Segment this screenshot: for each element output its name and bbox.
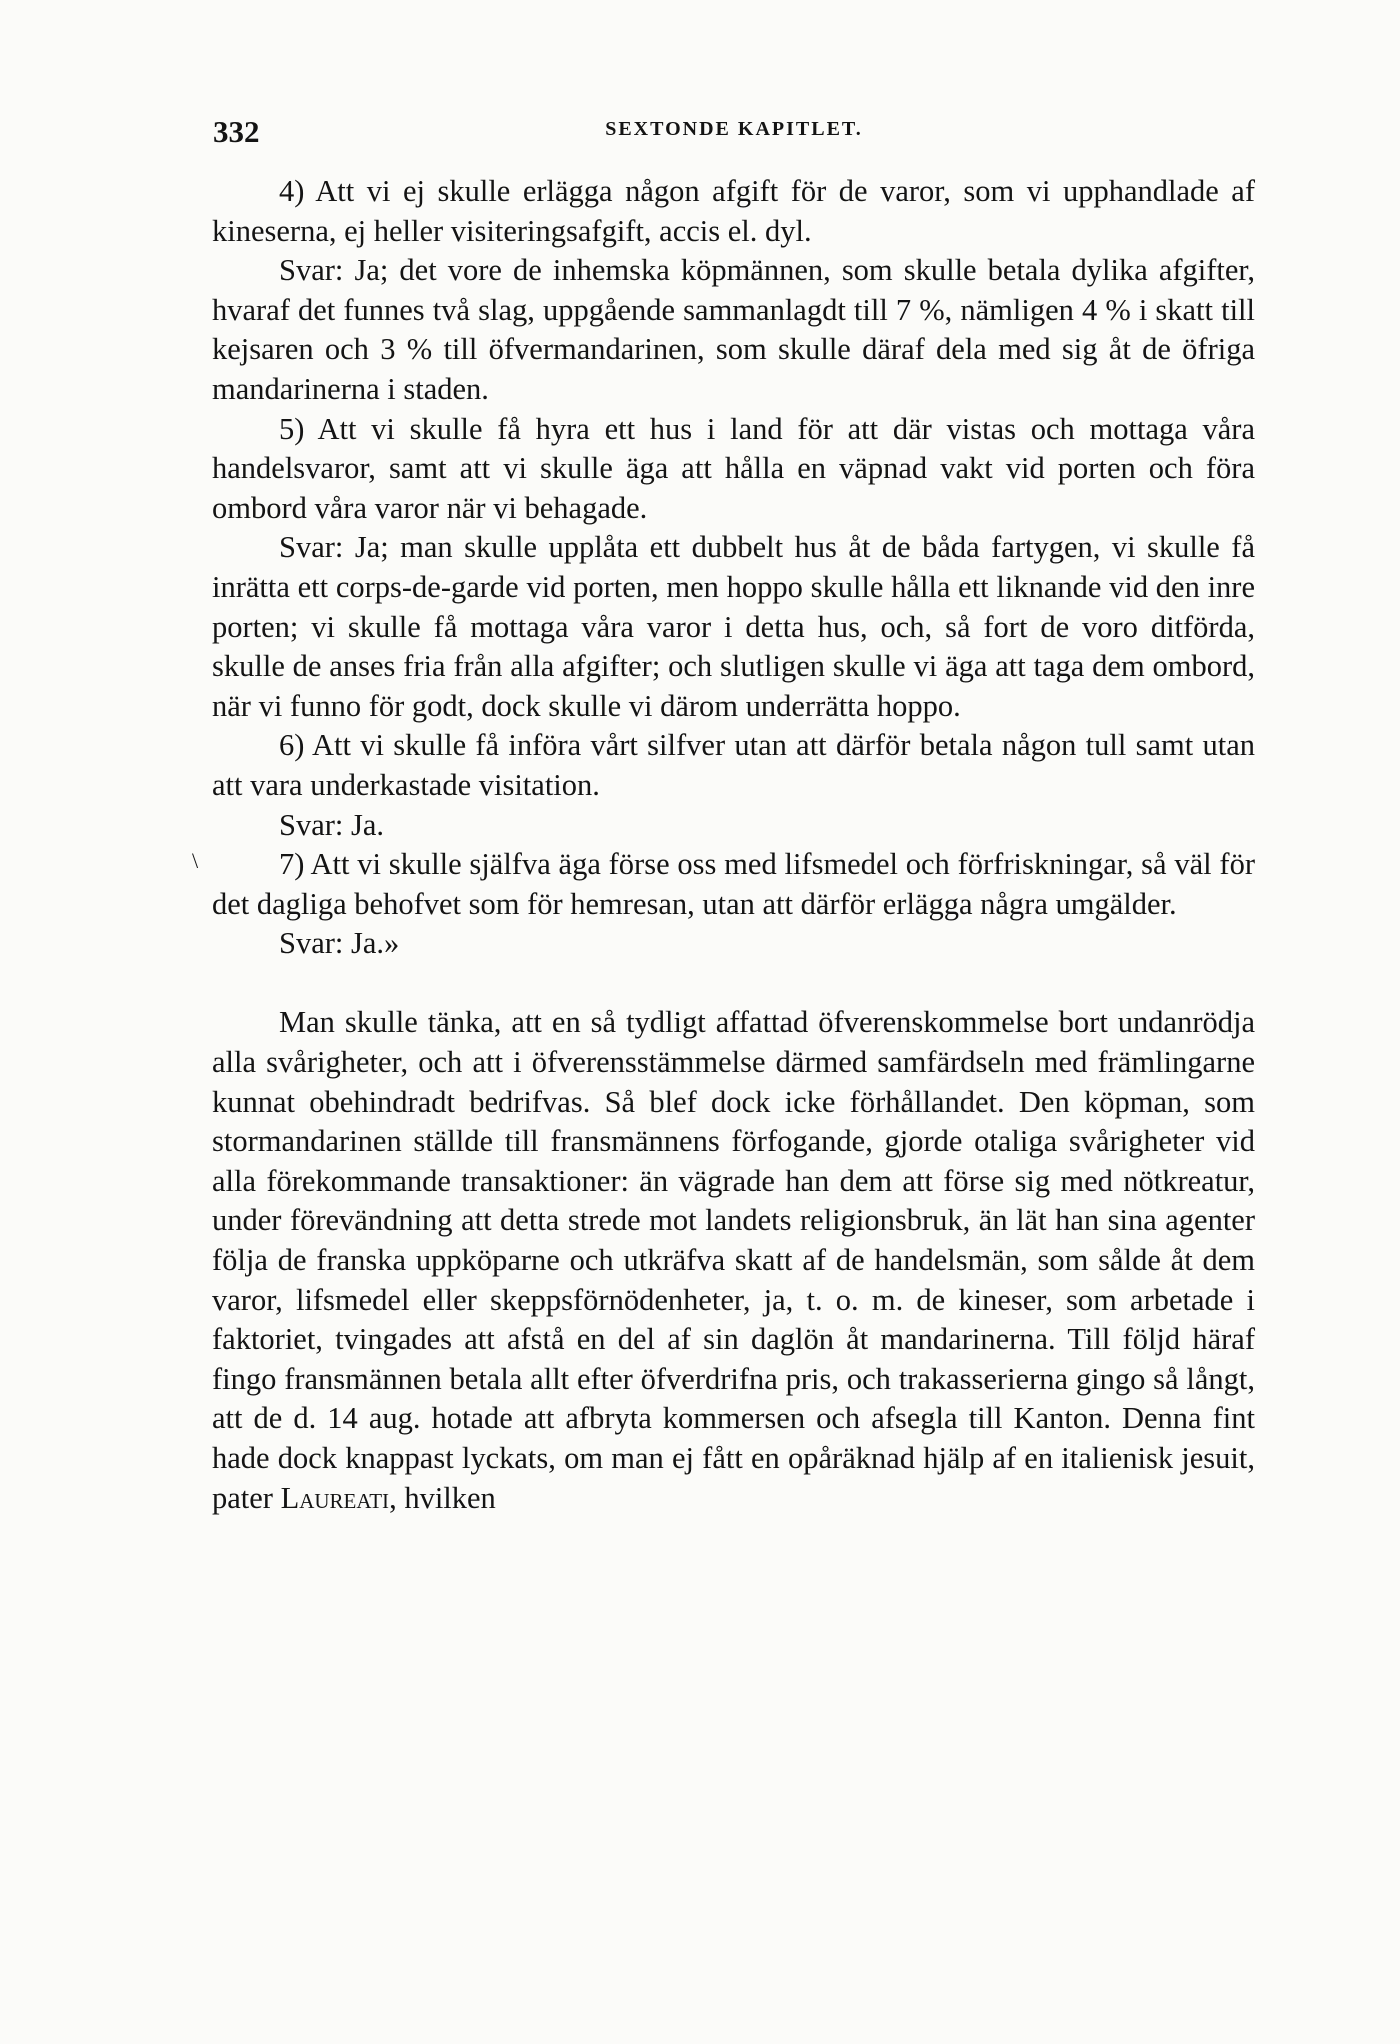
paragraph-item-7: 7) Att vi skulle själfva äga förse oss med lifsmedel och förfriskningar, så väl för det dagliga behofvet som för hemresan, utan att därför erlägga några umgälder. [212,847,1255,921]
closing-text-after: , hvilken [389,1480,496,1515]
paragraph-item-4: 4) Att vi ej skulle erlägga någon afgift för de varor, som vi upphandlade af kineserna, ej heller visiteringsafgift, accis el. dyl. [212,174,1255,248]
body-text [212,172,1255,1518]
paragraph-closing [212,1003,1255,1518]
person-name: Laureati [280,1480,390,1515]
paragraph-answer-7: Svar: Ja.» [279,926,400,961]
paragraph-item-6: 6) Att vi skulle få införa vårt silfver utan att därför betala någon tull samt utan att vara underkastade visitation. [212,728,1255,802]
page-number: 332 [213,114,260,149]
margin-mark: \ [192,848,199,873]
closing-text-before: Man skulle tänka, att en så tydligt affattad öfverenskommelse bort undanrödja alla svårigheter, och att i öfverensstämmelse därmed samfärdseln med främlingarne kunnat obehindradt bedrifvas. Så blef dock icke förhållandet. Den köpman, som stormandarinen ställde till fransmännens förfogande, gjorde otaliga svårigheter vid alla förekommande transaktioner: än vägrade han dem att förse sig med nötkreatur, under förevändning att detta strede mot landets religionsbruk, än lät han sina agenter följa de franska uppköparne och utkräfva skatt af de handelsmän, som sålde åt dem varor, lifsmedel eller skeppsförnödenheter, ja, t. o. m. de kineser, som arbetade i faktoriet, tvingades att afstå en del af sin daglön åt mandarinerna. Till följd häraf fingo fransmännen betala allt efter öfverdrifna pris, och trakasserierna gingo så långt, att de d. 14 aug. hotade att afbryta kommersen och afsegla till Kanton. Denna fint hade dock knappast lyckats, om man ej fått en opåräknad hjälp af en italienisk jesuit, pater [212,1005,1255,1515]
paragraph-answer-4: Svar: Ja; det vore de inhemska köpmännen, som skulle betala dylika afgifter, hvaraf det funnes två slag, uppgående sammanlagdt till 7 %, nämligen 4 % i skatt till kejsaren och 3 % till öfvermandarinen, som skulle däraf dela med sig åt de öfriga mandarinerna i staden. [212,253,1255,406]
chapter-title: SEXTONDE KAPITLET. [605,118,863,140]
paragraph-answer-6: Svar: Ja. [279,807,385,842]
paragraph-item-5: 5) Att vi skulle få hyra ett hus i land för att där vistas och mottaga våra handelsvaror, samt att vi skulle äga att hålla en väpnad vakt vid porten och föra ombord våra varor när vi behagade. [212,411,1255,525]
running-head [213,114,1255,148]
paragraph-answer-5: Svar: Ja; man skulle upplåta ett dubbelt hus åt de båda fartygen, vi skulle få inrätta ett corps-de-garde vid porten, men hoppo skulle hålla ett liknande vid den inre porten; vi skulle få mottaga våra varor i detta hus, och, så fort de voro ditförda, skulle de anses fria från alla afgifter; och slutligen skulle vi äga att taga dem ombord, när vi funno för godt, dock skulle vi därom underrätta hoppo. [212,530,1255,723]
